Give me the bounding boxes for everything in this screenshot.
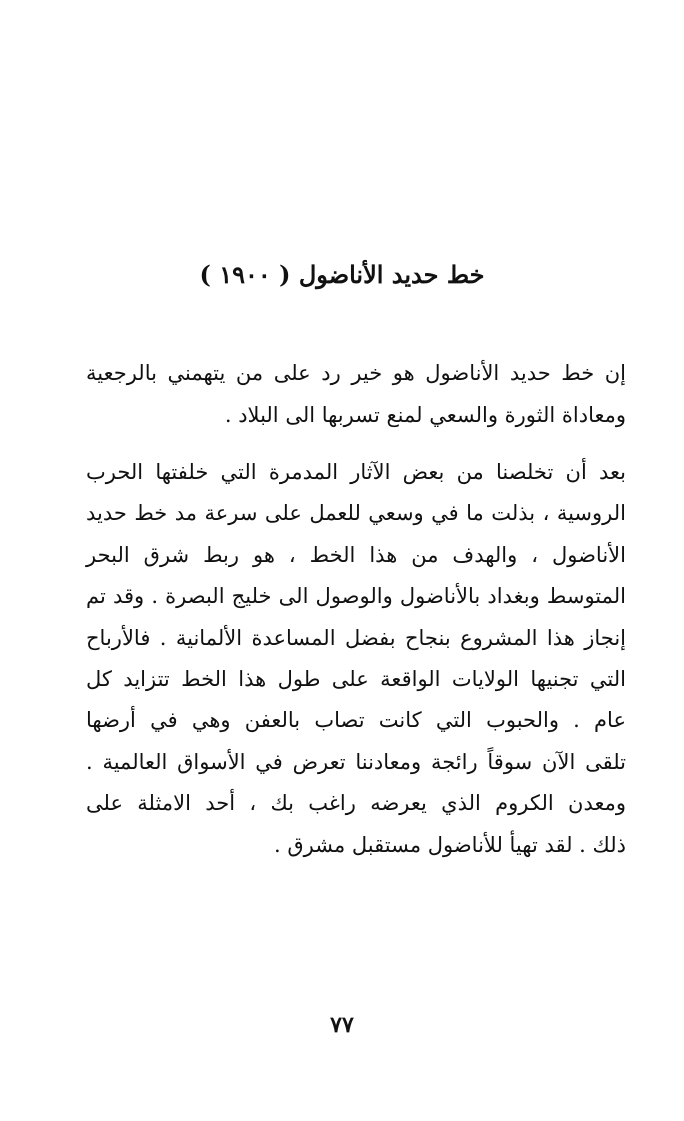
paragraph-2-line-6: التي تجنيها الولايات الواقعة على طول هذا الخط تتزايد كل [86, 666, 626, 691]
paragraph-2-line-7: عام . والحبوب التي كانت تصاب بالعفن وهي في أرضها [86, 708, 626, 733]
paragraph-2-line-1: بعد أن تخلصنا من بعض الآثار المدمرة التي خلفتها الحرب [86, 460, 626, 484]
paragraph-2-line-3: الأناضول ، والهدف من هذا الخط ، هو ربط شرق البحر [86, 542, 626, 567]
paragraph-1 [86, 352, 626, 436]
page-number: ٧٧ [330, 1012, 354, 1038]
paragraph-2-line-9: ومعدن الكروم الذي يعرضه راغب بك ، أحد الامثلة على [86, 791, 626, 816]
paragraph-2-line-8: تلقى الآن سوقاً رائجة ومعادننا تعرض في الأسواق العالمية . [86, 749, 626, 774]
paragraph-2-line-2: الروسية ، بذلت ما في وسعي للعمل على سرعة مد خط حديد [86, 501, 626, 526]
paragraph-1-line-2: ومعاداة الثورة والسعي لمنع تسربها الى البلاد . [224, 403, 626, 427]
paragraph-2-line-5: إنجاز هذا المشروع بنجاح بفضل المساعدة الألمانية . فالأرباح [86, 625, 626, 650]
paragraph-1-line-1: إن خط حديد الأناضول هو خير رد على من يتهمني بالرجعية [86, 361, 626, 385]
paragraph-2-line-4: المتوسط وبغداد بالأناضول والوصول الى خليج البصرة . وقد تم [86, 584, 626, 609]
paragraph-2 [86, 452, 626, 866]
paragraph-2-line-10: ذلك . لقد تهيأ للأناضول مستقبل مشرق . [274, 832, 626, 857]
chapter-heading: خط حديد الأناضول ( ١٩٠٠ ) [199, 260, 485, 289]
